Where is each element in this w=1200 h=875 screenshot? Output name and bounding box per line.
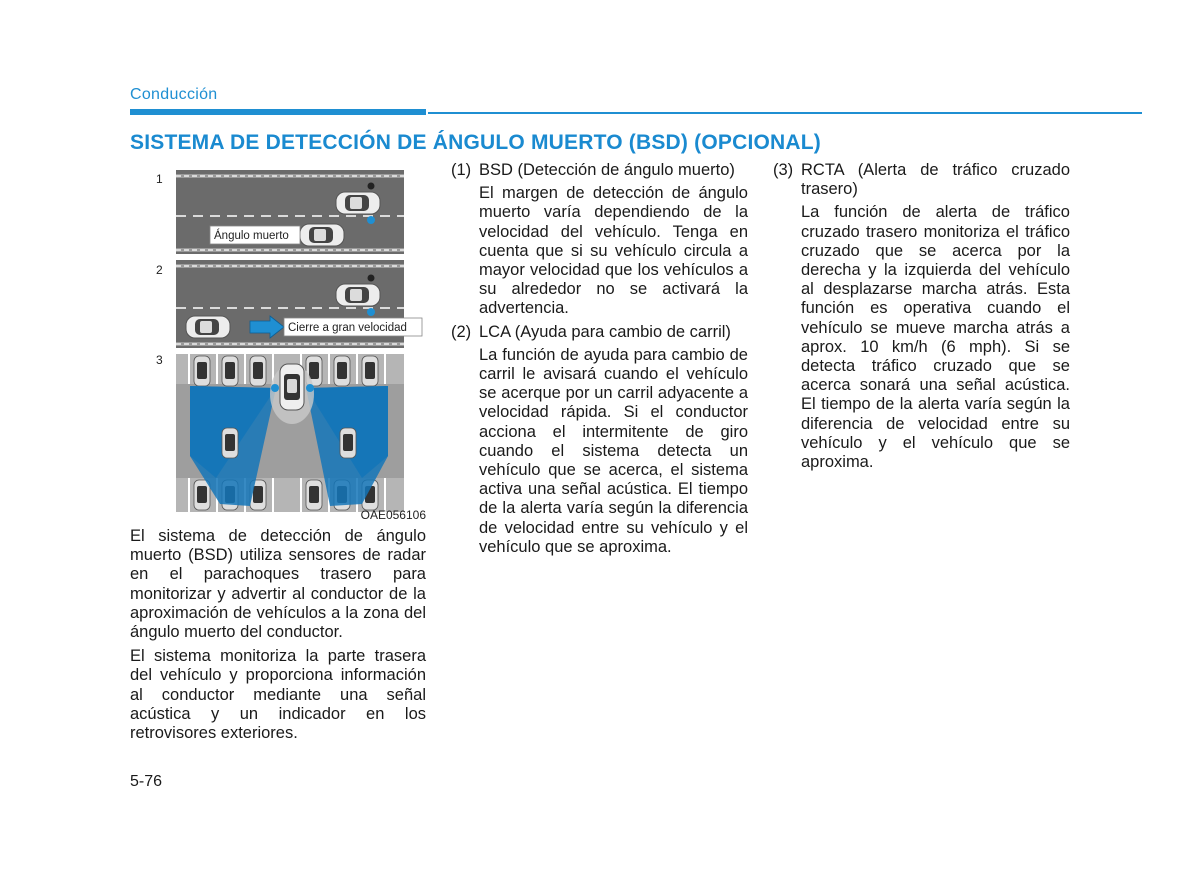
panel-number-1: 1	[156, 172, 163, 186]
header-rule-thick	[130, 109, 426, 115]
page-number: 5-76	[130, 773, 163, 790]
intro-paragraph-2: El sistema monitoriza la parte trasera del vehículo y proporciona información al conductor mediante una señal acústica y un indicador en los retrovisores exteriores.	[130, 647, 426, 743]
item-bsd-number: (1)	[451, 161, 472, 179]
bsd-illustration	[150, 166, 428, 526]
panel-2-road	[176, 260, 422, 348]
bsd-figure	[150, 166, 428, 526]
right-column	[773, 161, 1070, 476]
item-bsd-heading	[451, 161, 748, 180]
item-rcta-number: (3)	[773, 161, 794, 179]
item-lca-number: (2)	[451, 322, 472, 341]
section-label: Conducción	[130, 86, 218, 103]
item-bsd-body: El margen de detección de ángulo muerto varía dependiendo de la velocidad del vehículo. Tenga en cuenta que si su vehículo circula a mayor velocidad que los vehículos a su alrededor no se activará la advertencia.	[479, 184, 748, 318]
panel-1-road	[176, 170, 404, 254]
header-rule-thin	[428, 112, 1142, 114]
page-title: SISTEMA DE DETECCIÓN DE ÁNGULO MUERTO (BSD) (OPCIONAL)	[130, 131, 821, 154]
panel-3-parking	[176, 354, 404, 512]
panel-number-3: 3	[156, 353, 163, 367]
panel-number-2: 2	[156, 263, 163, 277]
closing-speed-label: Cierre a gran velocidad	[288, 322, 407, 334]
left-column	[130, 527, 426, 748]
middle-column	[451, 161, 748, 561]
blind-spot-label: Ángulo muerto	[214, 230, 289, 242]
intro-paragraph-1: El sistema de detección de ángulo muerto (BSD) utiliza sensores de radar en el parachoques trasero para monitorizar y advertir al conductor de la aproximación de vehículos a la zona del ángulo muerto del conductor.	[130, 527, 426, 642]
item-bsd-title: BSD (Detección de ángulo muerto)	[479, 161, 735, 179]
item-rcta-title: RCTA (Alerta de tráfico cruzado trasero)	[801, 161, 1070, 199]
item-rcta-heading	[773, 161, 1070, 199]
item-lca-body: La función de ayuda para cambio de carril le avisará cuando el vehículo se acerque por un carril adyacente a velocidad rápida. Si el conductor acciona el intermitente de giro cuando el sistema detecta un vehículo que se acerca, el sistema activa una señal acústica. El tiempo de la alerta varía según la diferencia de velocidad entre su vehículo y el vehículo que se aproxima.	[479, 345, 748, 556]
item-lca-heading	[451, 323, 748, 342]
item-rcta-body: La función de alerta de tráfico cruzado trasero monitoriza el tráfico cruzado que se acerca por la derecha y la izquierda del vehículo al desplazarse marcha atrás. Esta función es operativa cuando el vehículo se mueve marcha atrás a aprox. 10 km/h (6 mph). Si se detecta tráfico cruzado que se acerca sonará una señal acústica. El tiempo de la alerta varía según la diferencia de velocidad entre su vehículo y el vehículo que se aproxima.	[801, 203, 1070, 472]
item-lca-title: LCA (Ayuda para cambio de carril)	[479, 322, 731, 341]
figure-code: OAE056106	[360, 508, 426, 522]
